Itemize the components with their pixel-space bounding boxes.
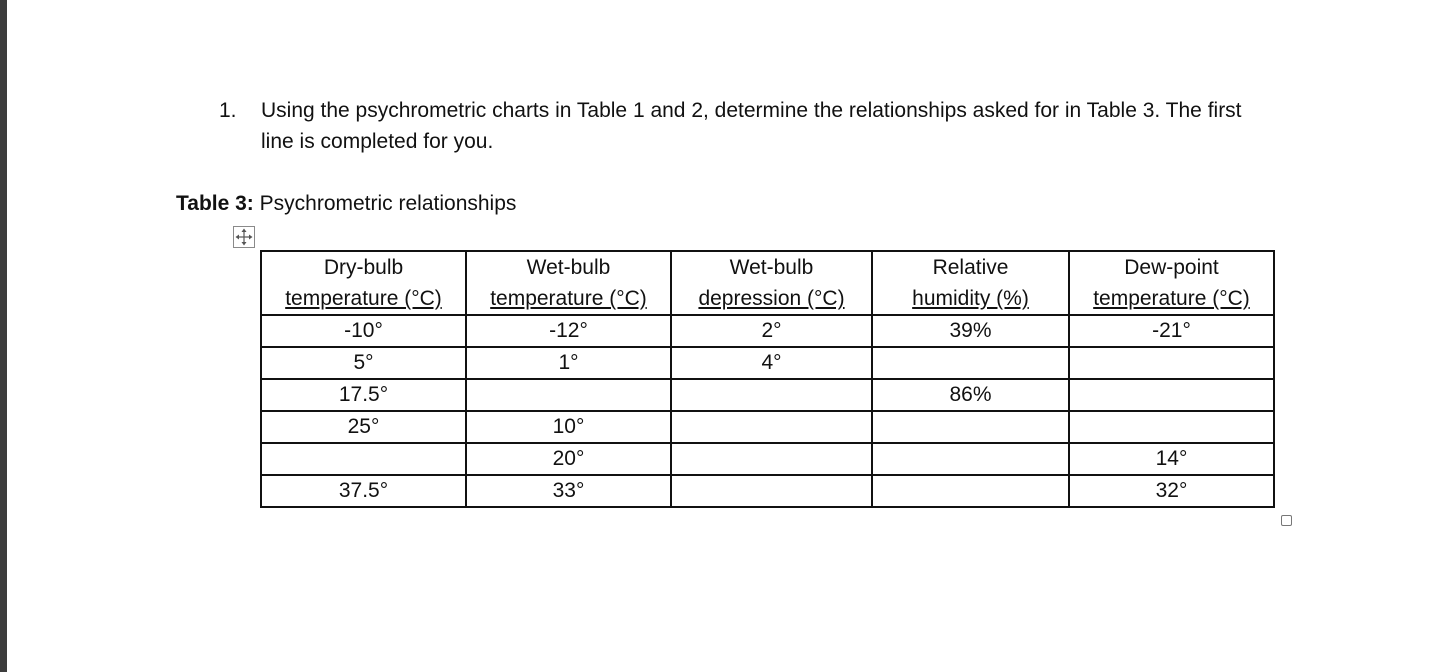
table-cell[interactable]: [872, 347, 1069, 379]
table-cell[interactable]: [872, 475, 1069, 507]
table-cell[interactable]: 37.5°: [261, 475, 466, 507]
table-cell[interactable]: 5°: [261, 347, 466, 379]
table-cell[interactable]: 86%: [872, 379, 1069, 411]
table-row: [261, 443, 1274, 475]
move-arrows-icon: [234, 227, 254, 247]
table-row: [261, 347, 1274, 379]
table-cell[interactable]: -12°: [466, 315, 671, 347]
header-wet-bulb: Wet-bulb temperature (°C): [466, 251, 671, 315]
table-cell[interactable]: -10°: [261, 315, 466, 347]
table-cell[interactable]: 17.5°: [261, 379, 466, 411]
table-cell[interactable]: 25°: [261, 411, 466, 443]
table-cell[interactable]: [1069, 347, 1274, 379]
table-cell[interactable]: 32°: [1069, 475, 1274, 507]
table-cell[interactable]: [671, 475, 872, 507]
table-caption: [176, 189, 516, 219]
table-cell[interactable]: [1069, 411, 1274, 443]
table-row: [261, 411, 1274, 443]
caption-title: Psychrometric relationships: [259, 192, 517, 215]
question-number: 1.: [219, 99, 237, 122]
table-cell[interactable]: [671, 379, 872, 411]
table-cell[interactable]: [261, 443, 466, 475]
table-cell[interactable]: -21°: [1069, 315, 1274, 347]
table-cell[interactable]: 10°: [466, 411, 671, 443]
table-row: [261, 315, 1274, 347]
table-row: [261, 475, 1274, 507]
table-cell[interactable]: [872, 411, 1069, 443]
table-cell[interactable]: [671, 443, 872, 475]
table-cell[interactable]: 20°: [466, 443, 671, 475]
question-text: Using the psychrometric charts in Table 1 and 2, determine the relationships asked for in Table 3. The first line is completed for you.: [261, 99, 1242, 153]
header-dew-point: Dew-point temperature (°C): [1069, 251, 1274, 315]
resize-square-icon[interactable]: [1281, 515, 1292, 526]
table-cell[interactable]: [671, 411, 872, 443]
psychrometric-table: [260, 250, 1275, 508]
table-header-row: [261, 251, 1274, 315]
header-wet-bulb-depression: Wet-bulb depression (°C): [671, 251, 872, 315]
header-dry-bulb: Dry-bulb temperature (°C): [261, 251, 466, 315]
table-cell[interactable]: 1°: [466, 347, 671, 379]
table-move-handle[interactable]: [233, 226, 255, 248]
table-cell[interactable]: 2°: [671, 315, 872, 347]
table-cell[interactable]: [1069, 379, 1274, 411]
table-cell[interactable]: [872, 443, 1069, 475]
header-relative-humidity: Relative humidity (%): [872, 251, 1069, 315]
caption-label: Table 3:: [176, 192, 254, 215]
table-cell[interactable]: 14°: [1069, 443, 1274, 475]
question-item: [219, 95, 1279, 157]
table-cell[interactable]: [466, 379, 671, 411]
table-cell[interactable]: 33°: [466, 475, 671, 507]
table-cell[interactable]: 39%: [872, 315, 1069, 347]
table-row: [261, 379, 1274, 411]
table-cell[interactable]: 4°: [671, 347, 872, 379]
window-left-edge: [0, 0, 7, 672]
